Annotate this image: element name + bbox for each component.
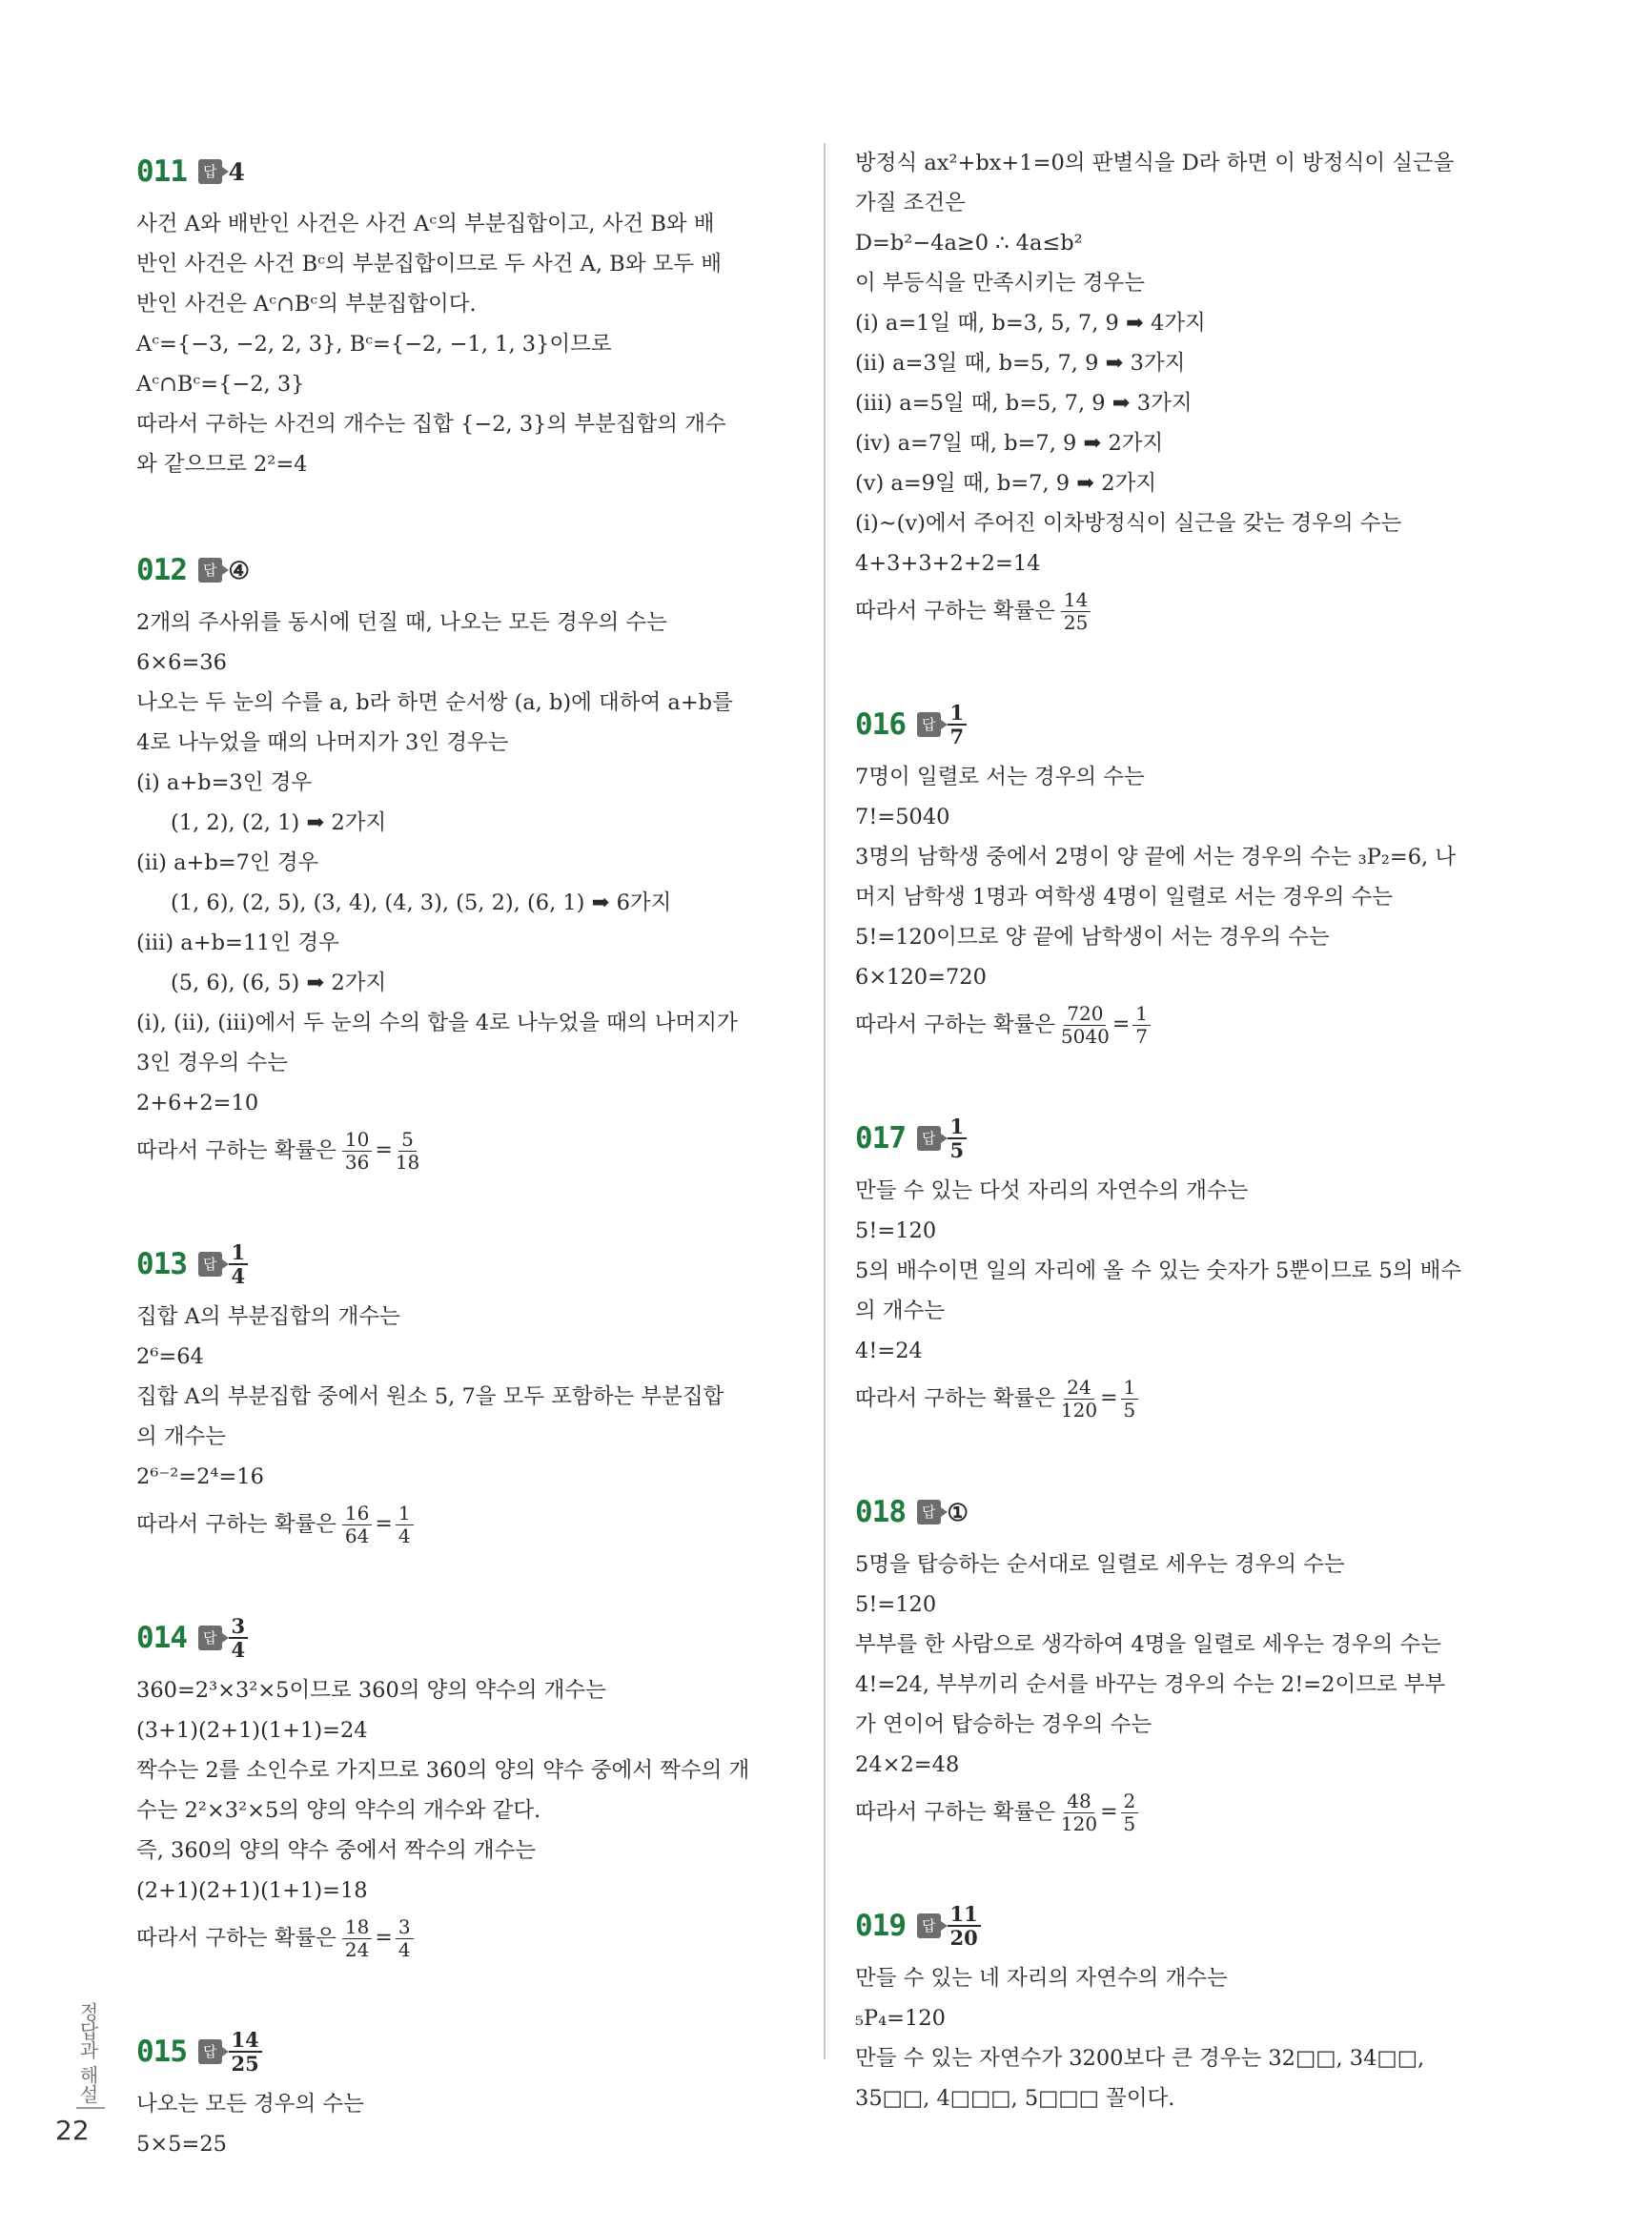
sidebar-label: 정답과 해설 xyxy=(76,2002,99,2104)
line-text: (ⅳ) a=7일 때, b=7, 9 ➡ 2가지 xyxy=(855,431,1164,456)
denominator: 24 xyxy=(344,1937,370,1961)
problem-number: 019 xyxy=(855,1909,906,1943)
fraction xyxy=(1061,1790,1097,1835)
denominator: 5 xyxy=(1123,1398,1136,1422)
problem-number: 014 xyxy=(136,1621,187,1655)
equals-sign: = xyxy=(375,1926,393,1950)
line-text: ₅P₄=120 xyxy=(855,2006,946,2031)
numerator: 14 xyxy=(1061,589,1091,612)
text-line xyxy=(136,1377,794,1417)
text-line xyxy=(136,1417,794,1457)
numerator: 2 xyxy=(1121,1790,1139,1813)
answer-badge: 답 xyxy=(198,558,222,583)
answer-badge: 답 xyxy=(198,1626,222,1650)
text-line xyxy=(136,643,794,683)
text-line xyxy=(855,543,1518,583)
fraction xyxy=(342,1916,372,1961)
denominator: 4 xyxy=(398,1524,411,1547)
line-text: 나오는 두 눈의 수를 a, b라 하면 순서쌍 (a, b)에 대하여 a+b를 xyxy=(136,690,733,715)
probability-line xyxy=(136,1911,794,1966)
probability-line xyxy=(855,1785,1518,1840)
line-text: 5!=120이므로 양 끝에 남학생이 서는 경우의 수는 xyxy=(855,925,1330,950)
text-line xyxy=(855,837,1518,877)
text-line xyxy=(855,1705,1518,1745)
problem-header xyxy=(855,1483,1518,1541)
text-line xyxy=(136,1043,794,1083)
answer-badge: 답 xyxy=(917,712,941,737)
line-text: 반인 사건은 Aᶜ∩Bᶜ의 부분집합이다. xyxy=(136,292,477,317)
denominator: 18 xyxy=(395,1150,420,1174)
line-text: 360=2³×3²×5이므로 360의 양의 약수의 개수는 xyxy=(136,1678,606,1703)
line-text: 2+6+2=10 xyxy=(136,1091,259,1115)
denominator: 5040 xyxy=(1060,1024,1110,1048)
text-line xyxy=(136,324,794,364)
line-text: (5, 6), (6, 5) ➡ 2가지 xyxy=(171,971,387,995)
denominator: 7 xyxy=(949,725,965,748)
text-line xyxy=(855,877,1518,917)
line-text: Aᶜ∩Bᶜ={−2, 3} xyxy=(136,372,305,397)
right-column xyxy=(855,143,1518,2176)
answer-badge: 답 xyxy=(917,1913,941,1938)
text-line xyxy=(136,1790,794,1831)
left-column xyxy=(136,143,794,2221)
answer-fraction xyxy=(948,1903,981,1949)
line-text: 2⁶⁻²=2⁴=16 xyxy=(136,1464,264,1489)
text-line xyxy=(136,1750,794,1790)
line-text: D=b²−4a≥0 ∴ 4a≤b² xyxy=(855,231,1083,256)
text-line xyxy=(855,1998,1518,2038)
text-line xyxy=(136,204,794,244)
line-text: 가 연이어 탑승하는 경우의 수는 xyxy=(855,1712,1152,1737)
text-line xyxy=(855,1958,1518,1998)
denominator: 120 xyxy=(1060,1398,1098,1422)
line-text: (ⅱ) a=3일 때, b=5, 7, 9 ➡ 3가지 xyxy=(855,351,1186,376)
denominator: 120 xyxy=(1060,1811,1098,1835)
text-line xyxy=(855,343,1518,383)
text-line xyxy=(855,1745,1518,1785)
line-text: 가질 조건은 xyxy=(855,191,966,215)
line-text: 4로 나누었을 때의 나머지가 3인 경우는 xyxy=(136,730,509,755)
line-text: (ⅲ) a+b=11인 경우 xyxy=(136,931,339,955)
line-text: (1, 2), (2, 1) ➡ 2가지 xyxy=(171,810,387,835)
page-number: 22 xyxy=(55,2115,90,2146)
line-text: 짝수는 2를 소인수로 가지므로 360의 양의 약수 중에서 짝수의 개 xyxy=(136,1758,750,1783)
line-text: 만들 수 있는 자연수가 3200보다 큰 경우는 32□□, 34□□, xyxy=(855,2046,1425,2071)
denominator: 5 xyxy=(1123,1811,1136,1835)
text-line xyxy=(136,723,794,763)
line-text: 35□□, 4□□□, 5□□□ 꼴이다. xyxy=(855,2086,1175,2111)
probability-line xyxy=(136,1123,794,1178)
problem-header xyxy=(855,696,1518,753)
problem-header xyxy=(136,1609,794,1667)
line-text: 만들 수 있는 네 자리의 자연수의 개수는 xyxy=(855,1966,1228,1991)
denominator: 64 xyxy=(344,1524,370,1547)
text-line xyxy=(855,383,1518,423)
line-text: 4!=24, 부부끼리 순서를 바꾸는 경우의 수는 2!=2이므로 부부 xyxy=(855,1672,1446,1697)
text-line xyxy=(855,463,1518,503)
text-line xyxy=(136,364,794,404)
probability-line xyxy=(855,1371,1518,1426)
line-text: 따라서 구하는 확률은 xyxy=(136,1926,337,1951)
text-line xyxy=(855,263,1518,303)
fraction xyxy=(1061,1003,1110,1048)
text-line xyxy=(855,143,1518,183)
answer-value: ① xyxy=(947,1498,969,1526)
text-line xyxy=(136,404,794,444)
text-line xyxy=(136,603,794,643)
line-text: 방정식 ax²+bx+1=0의 판별식을 D라 하면 이 방정식이 실근을 xyxy=(855,151,1455,175)
line-text: (3+1)(2+1)(1+1)=24 xyxy=(136,1718,368,1743)
problem-number: 013 xyxy=(136,1247,187,1281)
line-text: 6×120=720 xyxy=(855,965,987,990)
text-line xyxy=(855,183,1518,223)
probability-line xyxy=(855,583,1518,639)
equals-sign: = xyxy=(1100,1386,1118,1410)
numerator: 48 xyxy=(1064,1790,1093,1813)
numerator: 1 xyxy=(229,1241,249,1265)
equals-sign: = xyxy=(1100,1800,1118,1824)
line-text: 의 개수는 xyxy=(855,1299,946,1323)
problem-block xyxy=(136,1609,794,1966)
numerator: 24 xyxy=(1064,1377,1093,1400)
equals-sign: = xyxy=(375,1512,393,1536)
text-line xyxy=(855,2038,1518,2078)
problem-header xyxy=(855,1897,1518,1954)
numerator: 1 xyxy=(1121,1377,1139,1400)
denominator: 4 xyxy=(231,1264,246,1288)
line-text: 따라서 구하는 확률은 xyxy=(855,1013,1055,1037)
line-text: 24×2=48 xyxy=(855,1752,960,1777)
line-text: 5×5=25 xyxy=(136,2132,227,2157)
text-line xyxy=(136,963,794,1003)
problem-block xyxy=(855,1897,1518,2118)
line-text: 만들 수 있는 다섯 자리의 자연수의 개수는 xyxy=(855,1178,1249,1203)
line-text: (1, 6), (2, 5), (3, 4), (4, 3), (5, 2), (6, 1) ➡ 6가지 xyxy=(171,890,672,915)
text-line xyxy=(855,757,1518,797)
numerator: 3 xyxy=(396,1916,414,1939)
problem-block xyxy=(136,1236,794,1552)
problem-block xyxy=(855,1483,1518,1840)
line-text: 7!=5040 xyxy=(855,805,950,829)
line-text: 의 개수는 xyxy=(136,1424,227,1449)
text-line xyxy=(136,1831,794,1871)
problem-block xyxy=(136,143,794,484)
fraction xyxy=(396,1129,419,1174)
text-line xyxy=(136,244,794,284)
line-text: 따라서 구하는 확률은 xyxy=(855,1800,1055,1825)
line-text: 3인 경우의 수는 xyxy=(136,1051,289,1075)
fraction xyxy=(396,1916,414,1961)
numerator: 5 xyxy=(398,1129,417,1152)
answer-fraction xyxy=(229,1615,249,1661)
problem-block xyxy=(855,143,1518,639)
denominator: 4 xyxy=(231,1638,246,1662)
text-line xyxy=(136,1297,794,1337)
line-text: 이 부등식을 만족시키는 경우는 xyxy=(855,271,1146,296)
text-line xyxy=(855,1625,1518,1665)
line-text: 5!=120 xyxy=(855,1218,937,1243)
line-text: 4!=24 xyxy=(855,1339,923,1363)
numerator: 14 xyxy=(229,2029,262,2053)
text-line xyxy=(136,1871,794,1911)
text-line xyxy=(855,917,1518,957)
text-line xyxy=(136,1337,794,1377)
line-text: 따라서 구하는 확률은 xyxy=(855,1386,1055,1411)
fraction xyxy=(342,1503,372,1547)
text-line xyxy=(855,1211,1518,1251)
denominator: 20 xyxy=(949,1926,978,1950)
fraction xyxy=(396,1503,414,1547)
problem-number: 012 xyxy=(136,553,187,587)
problem-number: 017 xyxy=(855,1121,906,1156)
text-line xyxy=(855,2078,1518,2118)
text-line xyxy=(136,883,794,923)
probability-line xyxy=(855,997,1518,1053)
answer-badge: 답 xyxy=(198,159,222,184)
text-line xyxy=(136,843,794,883)
text-line xyxy=(136,1003,794,1043)
problem-header xyxy=(136,542,794,599)
numerator: 3 xyxy=(229,1615,249,1639)
problem-number: 016 xyxy=(855,707,906,742)
line-text: 사건 A와 배반인 사건은 사건 Aᶜ의 부분집합이고, 사건 B와 배 xyxy=(136,212,715,236)
line-text: (ⅲ) a=5일 때, b=5, 7, 9 ➡ 3가지 xyxy=(855,391,1193,416)
text-line xyxy=(855,1665,1518,1705)
line-text: (ⅱ) a+b=7인 경우 xyxy=(136,850,319,875)
text-line xyxy=(855,797,1518,837)
problem-number: 011 xyxy=(136,154,187,189)
answer-fraction xyxy=(229,1241,249,1287)
text-line xyxy=(855,303,1518,343)
line-text: 6×6=36 xyxy=(136,650,227,675)
problem-block xyxy=(136,542,794,1178)
line-text: 2개의 주사위를 동시에 던질 때, 나오는 모든 경우의 수는 xyxy=(136,610,667,635)
answer-badge: 답 xyxy=(198,2039,222,2064)
text-line xyxy=(855,1291,1518,1331)
text-line xyxy=(136,803,794,843)
sidebar-rule xyxy=(76,2107,105,2109)
line-text: 따라서 구하는 확률은 xyxy=(136,1512,337,1537)
line-text: 나오는 모든 경우의 수는 xyxy=(136,2092,364,2117)
text-line xyxy=(855,1251,1518,1291)
probability-line xyxy=(136,1497,794,1552)
line-text: 따라서 구하는 사건의 개수는 집합 {−2, 3}의 부분집합의 개수 xyxy=(136,412,726,437)
line-text: 5!=120 xyxy=(855,1592,937,1617)
answer-fraction xyxy=(229,2029,262,2075)
problem-number: 018 xyxy=(855,1495,906,1529)
problem-block xyxy=(855,1110,1518,1426)
line-text: (2+1)(2+1)(1+1)=18 xyxy=(136,1878,368,1903)
answer-value: ④ xyxy=(228,556,250,584)
text-line xyxy=(136,1670,794,1710)
fraction xyxy=(1121,1377,1139,1422)
text-line xyxy=(136,1457,794,1497)
line-text: 즉, 360의 양의 약수 중에서 짝수의 개수는 xyxy=(136,1838,537,1863)
numerator: 16 xyxy=(342,1503,372,1525)
line-text: (ⅴ) a=9일 때, b=7, 9 ➡ 2가지 xyxy=(855,471,1157,496)
answer-fraction xyxy=(948,1115,968,1161)
answer-badge: 답 xyxy=(917,1500,941,1524)
line-text: (ⅰ), (ⅱ), (ⅲ)에서 두 눈의 수의 합을 4로 나누었을 때의 나머지가 xyxy=(136,1011,738,1035)
line-text: 와 같으므로 2²=4 xyxy=(136,452,308,477)
line-text: 2⁶=64 xyxy=(136,1344,204,1369)
fraction xyxy=(1061,589,1091,634)
text-line xyxy=(855,957,1518,997)
line-text: Aᶜ={−3, −2, 2, 3}, Bᶜ={−2, −1, 1, 3}이므로 xyxy=(136,332,612,357)
line-text: 7명이 일렬로 서는 경우의 수는 xyxy=(855,765,1145,789)
line-text: 따라서 구하는 확률은 xyxy=(136,1138,337,1163)
text-line xyxy=(136,284,794,324)
text-line xyxy=(855,1585,1518,1625)
text-line xyxy=(136,1710,794,1750)
problem-header xyxy=(136,1236,794,1293)
denominator: 25 xyxy=(231,2052,259,2076)
numerator: 1 xyxy=(396,1503,414,1525)
text-line xyxy=(855,423,1518,463)
answer-badge: 답 xyxy=(917,1126,941,1151)
problem-header xyxy=(855,1110,1518,1167)
text-line xyxy=(855,1545,1518,1585)
text-line xyxy=(136,683,794,723)
equals-sign: = xyxy=(375,1138,393,1162)
line-text: 3명의 남학생 중에서 2명이 양 끝에 서는 경우의 수는 ₃P₂=6, 나 xyxy=(855,845,1457,869)
line-text: 따라서 구하는 확률은 xyxy=(855,599,1055,624)
fraction xyxy=(342,1129,372,1174)
fraction xyxy=(1061,1377,1097,1422)
line-text: 반인 사건은 사건 Bᶜ의 부분집합이므로 두 사건 A, B와 모두 배 xyxy=(136,252,722,276)
answer-badge: 답 xyxy=(198,1252,222,1277)
denominator: 7 xyxy=(1135,1024,1148,1048)
numerator: 18 xyxy=(342,1916,372,1939)
line-text: (ⅰ) a=1일 때, b=3, 5, 7, 9 ➡ 4가지 xyxy=(855,311,1206,336)
text-line xyxy=(855,223,1518,263)
line-text: 수는 2²×3²×5의 양의 약수의 개수와 같다. xyxy=(136,1798,541,1823)
line-text: 4+3+3+2+2=14 xyxy=(855,551,1041,576)
text-line xyxy=(855,1171,1518,1211)
problem-block xyxy=(855,696,1518,1053)
line-text: 집합 A의 부분집합의 개수는 xyxy=(136,1304,400,1329)
line-text: (ⅰ) a+b=3인 경우 xyxy=(136,770,313,795)
text-line xyxy=(855,503,1518,543)
column-divider xyxy=(824,143,826,2059)
text-line xyxy=(136,444,794,484)
line-text: 5명을 탑승하는 순서대로 일렬로 세우는 경우의 수는 xyxy=(855,1552,1345,1577)
numerator: 1 xyxy=(948,1115,968,1139)
text-line xyxy=(136,1083,794,1123)
line-text: (ⅰ)~(ⅴ)에서 주어진 이차방정식이 실근을 갖는 경우의 수는 xyxy=(855,511,1402,536)
text-line xyxy=(855,1331,1518,1371)
sidebar xyxy=(69,2002,107,2117)
problem-header xyxy=(136,2023,794,2080)
problem-number: 015 xyxy=(136,2035,187,2069)
denominator: 36 xyxy=(344,1150,370,1174)
problem-header xyxy=(136,143,794,200)
line-text: 집합 A의 부분집합 중에서 원소 5, 7을 모두 포함하는 부분집합 xyxy=(136,1384,724,1409)
answer-value: 4 xyxy=(228,157,245,186)
text-line xyxy=(136,2124,794,2164)
denominator: 25 xyxy=(1063,610,1089,634)
fraction xyxy=(1132,1003,1151,1048)
equals-sign: = xyxy=(1112,1013,1131,1036)
answer-fraction xyxy=(948,702,968,747)
numerator: 11 xyxy=(948,1903,981,1927)
line-text: 부부를 한 사람으로 생각하여 4명을 일렬로 세우는 경우의 수는 xyxy=(855,1632,1441,1657)
text-line xyxy=(136,763,794,803)
text-line xyxy=(136,923,794,963)
problem-block xyxy=(136,2023,794,2164)
denominator: 5 xyxy=(949,1138,965,1162)
numerator: 1 xyxy=(948,702,968,726)
numerator: 720 xyxy=(1064,1003,1106,1026)
numerator: 1 xyxy=(1132,1003,1151,1026)
numerator: 10 xyxy=(342,1129,372,1152)
line-text: 5의 배수이면 일의 자리에 올 수 있는 숫자가 5뿐이므로 5의 배수 xyxy=(855,1258,1462,1283)
line-text: 머지 남학생 1명과 여학생 4명이 일렬로 서는 경우의 수는 xyxy=(855,885,1394,910)
fraction xyxy=(1121,1790,1139,1835)
denominator: 4 xyxy=(398,1937,411,1961)
text-line xyxy=(136,2084,794,2124)
